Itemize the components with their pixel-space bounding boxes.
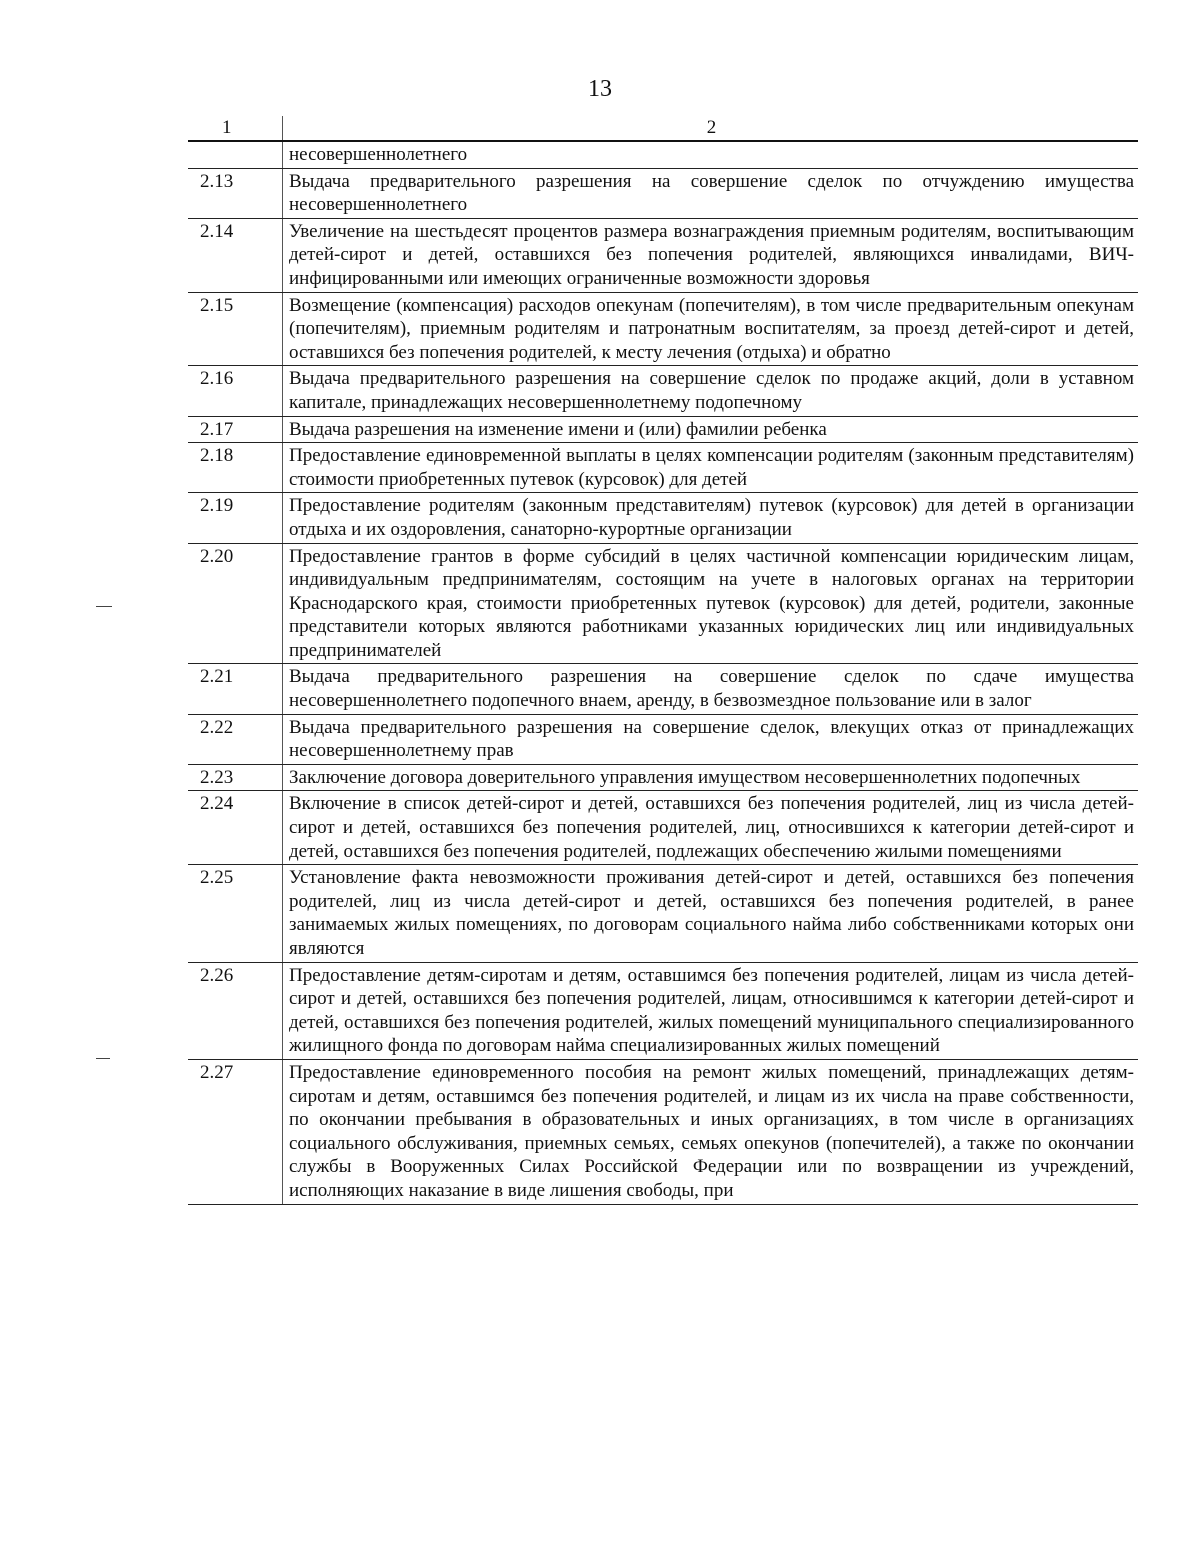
row-number: 2.21 xyxy=(188,664,283,714)
row-text: Выдача предварительного разрешения на совершение сделок, влекущих отказ от принадлежащих несовершеннолетнему прав xyxy=(283,714,1139,764)
row-number: 2.15 xyxy=(188,292,283,366)
table-header-row xyxy=(188,116,1138,141)
row-text: Заключение договора доверительного управления имуществом несовершеннолетних подопечных xyxy=(283,764,1139,791)
row-text: Предоставление родителям (законным представителям) путевок (курсовок) для детей в организации отдыха и их оздоровления, санаторно-курортные организации xyxy=(283,493,1139,543)
table-row xyxy=(188,416,1138,443)
row-text: Предоставление грантов в форме субсидий в целях частичной компенсации юридическим лицам, индивидуальным предпринимателям, состоящим на учете в налоговых органах на территории Краснодарского края, стоимости приобретенных путевок (курсовок) для детей, родители, законные представители которых являются работниками указанных юридических лиц или индивидуальных предпринимателей xyxy=(283,543,1139,664)
table-row xyxy=(188,443,1138,493)
row-text: Возмещение (компенсация) расходов опекунам (попечителям), в том числе предварительным опекунам (попечителям), приемным родителям и патронатным воспитателям, за проезд детей-сирот и детей, оставшихся без попечения родителей, к месту лечения (отдыха) и обратно xyxy=(283,292,1139,366)
table-row xyxy=(188,218,1138,292)
row-text: Предоставление единовременной выплаты в целях компенсации родителям (законным представителям) стоимости приобретенных путевок (курсовок) для детей xyxy=(283,443,1139,493)
row-number: 2.23 xyxy=(188,764,283,791)
table-row xyxy=(188,962,1138,1059)
column-header-name: 2 xyxy=(283,116,1139,141)
table-row xyxy=(188,493,1138,543)
row-number: 2.16 xyxy=(188,366,283,416)
services-table xyxy=(188,116,1138,1205)
table-row xyxy=(188,543,1138,664)
row-number: 2.20 xyxy=(188,543,283,664)
row-number: 2.18 xyxy=(188,443,283,493)
row-text: Выдача предварительного разрешения на совершение сделок по продаже акций, доли в уставном капитале, принадлежащих несовершеннолетнему подопечному xyxy=(283,366,1139,416)
row-text: Выдача предварительного разрешения на совершение сделок по отчуждению имущества несовершеннолетнего xyxy=(283,168,1139,218)
row-number: 2.13 xyxy=(188,168,283,218)
row-number: 2.26 xyxy=(188,962,283,1059)
row-number: 2.24 xyxy=(188,791,283,865)
table-row xyxy=(188,791,1138,865)
row-text: несовершеннолетнего xyxy=(283,141,1139,168)
row-text: Предоставление детям-сиротам и детям, оставшимся без попечения родителей, лицам из числа детей-сирот и детей, оставшихся без попечения родителей, лицам, относившимся к категории детей-сирот и детей, оставшихся без попечения родителей, жилых помещений муниципального специализированного жилищного фонда по договорам найма специализированных жилых помещений xyxy=(283,962,1139,1059)
row-text: Включение в список детей-сирот и детей, оставшихся без попечения родителей, лиц из числа детей-сирот и детей, оставшихся без попечения родителей, лиц, относившихся к категории детей-сирот и детей, оставшихся без попечения родителей, подлежащих обеспечению жилыми помещениями xyxy=(283,791,1139,865)
row-text: Предоставление единовременного пособия на ремонт жилых помещений, принадлежащих детям-сиротам и детям, оставшимся без попечения родителей, и лицам из их числа на праве собственности, по окончании пребывания в образовательных и иных организациях, в том числе в организациях социального обслуживания, приемных семьях, семьях опекунов (попечителей), а также по окончании службы в Вооруженных Силах Российской Федерации или по возвращении из учреждений, исполняющих наказание в виде лишения свободы, при xyxy=(283,1059,1139,1204)
row-number: 2.17 xyxy=(188,416,283,443)
table-row xyxy=(188,1059,1138,1204)
row-number: 2.22 xyxy=(188,714,283,764)
row-number: 2.25 xyxy=(188,865,283,962)
column-header-number: 1 xyxy=(188,116,283,141)
row-text: Установление факта невозможности проживания детей-сирот и детей, оставшихся без попечения родителей, лиц из числа детей-сирот и детей, оставшихся без попечения родителей, в ранее занимаемых жилых помещениях, по договорам социального найма либо собственниками которых они являются xyxy=(283,865,1139,962)
table-row xyxy=(188,168,1138,218)
margin-mark xyxy=(96,606,112,607)
row-number xyxy=(188,141,283,168)
table-row xyxy=(188,764,1138,791)
row-number: 2.14 xyxy=(188,218,283,292)
row-text: Увеличение на шестьдесят процентов размера вознаграждения приемным родителям, воспитывающим детей-сирот и детей, оставшихся без попечения родителей, являющихся инвалидами, ВИЧ-инфицированными или имеющих ограниченные возможности здоровья xyxy=(283,218,1139,292)
row-text: Выдача разрешения на изменение имени и (или) фамилии ребенка xyxy=(283,416,1139,443)
row-number: 2.19 xyxy=(188,493,283,543)
row-text: Выдача предварительного разрешения на совершение сделок по сдаче имущества несовершеннолетнего подопечного внаем, аренду, в безвозмездное пользование или в залог xyxy=(283,664,1139,714)
table-row xyxy=(188,366,1138,416)
table-row xyxy=(188,865,1138,962)
table-row xyxy=(188,664,1138,714)
table-row xyxy=(188,292,1138,366)
row-number: 2.27 xyxy=(188,1059,283,1204)
margin-mark xyxy=(96,1058,110,1059)
table-row xyxy=(188,141,1138,168)
page-number: 13 xyxy=(588,76,612,102)
table-row xyxy=(188,714,1138,764)
